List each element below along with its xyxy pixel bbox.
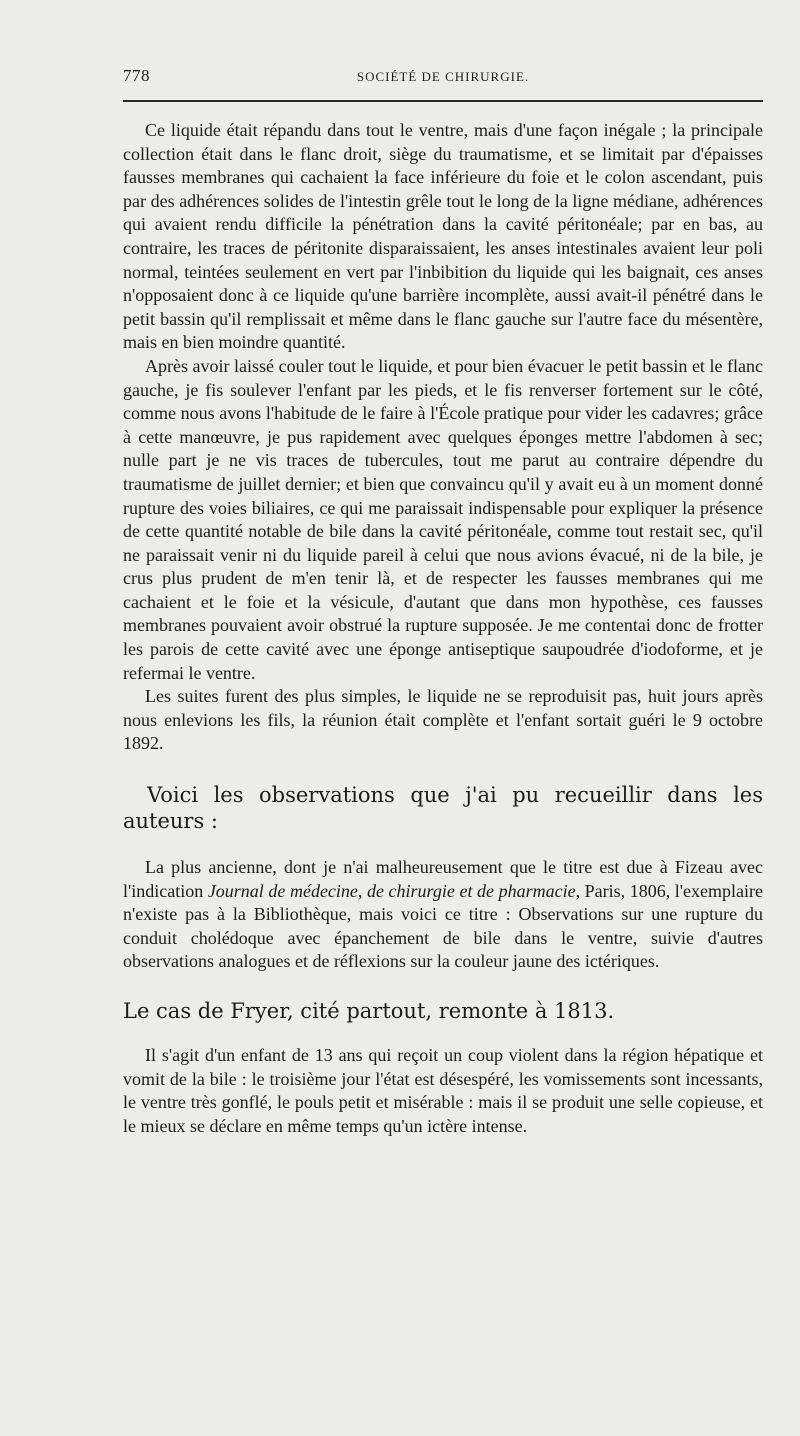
fizeau-text-start: La plus ancienne, dont je n'ai malheureusement que le titre est due à Fizeau avec l'indication — [123, 857, 763, 901]
paragraph-fryer-case: Il s'agit d'un enfant de 13 ans qui reçoit un coup violent dans la région hépatique et vomit de la bile : le troisième jour l'état est désespéré, les vomissements sont incessants, le ventre très gonflé, le pouls petit et misérable : mais il se produit une selle copieuse, et le mieux se déclare en même temps qu'un ictère intense. — [123, 1045, 763, 1136]
paragraph-procedure: Après avoir laissé couler tout le liquide, et pour bien évacuer le petit bassin et le flanc gauche, je fis soulever l'enfant par les pieds, et le fis renverser fortement sur le côté, comme nous avons l'habitude de le faire à l'École pratique pour vider les cadavres; grâce à cette manœuvre, je pus rapidement avec quelques éponges mettre l'abdomen à sec; nulle part je ne vis traces de tubercules, tout me parut au contraire dépendre du traumatisme de juillet dernier; et bien que convaincu qu'il y avait eu à un moment donné rupture des voies biliaires, ce qui me paraissait indispensable pour expliquer la présence de cette quantité notable de bile dans la cavité péritonéale, comme tout restait sec, qu'il ne paraissait venir ni du liquide pareil à celui que nous avions évacué, ni de la bile, je crus plus prudent de m'en tenir là, et de respecter les fausses membranes qui me cachaient et le foie et la vésicule, d'autant que dans mon hypothèse, ces fausses membranes pouvaient avoir obstrué la rupture supposée. Je me contentai donc de frotter les parois de cette cavité avec une éponge antiseptique saupoudrée d'iodoforme, et je refermai le ventre. — [123, 355, 763, 683]
page-body — [123, 117, 763, 1138]
fizeau-text-end: , Paris, 1806, l'exemplaire n'existe pas à la Bibliothèque, mais voici ce titre : Observations sur une rupture du conduit cholédoque avec épanchement de bile dans le ventre, suivie d'autres observations analogues et de réflexions sur la couleur jaune des ictériques. — [123, 880, 764, 972]
paragraph-liquid-description: Ce liquide était répandu dans tout le ventre, mais d'une façon inégale ; la principale collection était dans le flanc droit, siège du traumatisme, et se limitait par d'épaisses fausses membranes qui cachaient la face inférieure du foie et le colon ascendant, puis par des adhérences solides de l'intestin grêle tout le long de la ligne médiane, adhérences qui avaient rendu difficile la pénétration dans la cavité péritonéale; par en bas, au contraire, les traces de péritonite disparaissaient, les anses intestinales avaient leur poli normal, teintées seulement en vert par l'inbibition du liquide qui les baignait, ces anses n'opposaient donc à ce liquide qu'une barrière incomplète, aussi avait-il pénétré dans le petit bassin qu'il remplissait et même dans le flanc gauche sur l'autre face du mésentère, mais en bien moindre quantité. — [123, 120, 763, 353]
section-intro-observations: Voici les observations que j'ai pu recueillir dans les auteurs : — [123, 783, 763, 834]
page-number: 778 — [123, 66, 150, 85]
paragraph-fizeau — [123, 856, 763, 974]
running-title: SOCIÉTÉ DE CHIRURGIE. — [356, 69, 530, 84]
header-rule — [123, 100, 763, 102]
journal-title: Journal de médecine, de chirurgie et de pharmacie — [207, 880, 576, 901]
section-intro-fryer: Le cas de Fryer, cité partout, remonte à 1813. — [123, 999, 615, 1023]
page-header — [123, 66, 763, 90]
paragraph-outcome: Les suites furent des plus simples, le liquide ne se reproduisit pas, huit jours après nous enlevions les fils, la réunion était complète et l'enfant sortait guéri le 9 octobre 1892. — [123, 686, 763, 754]
